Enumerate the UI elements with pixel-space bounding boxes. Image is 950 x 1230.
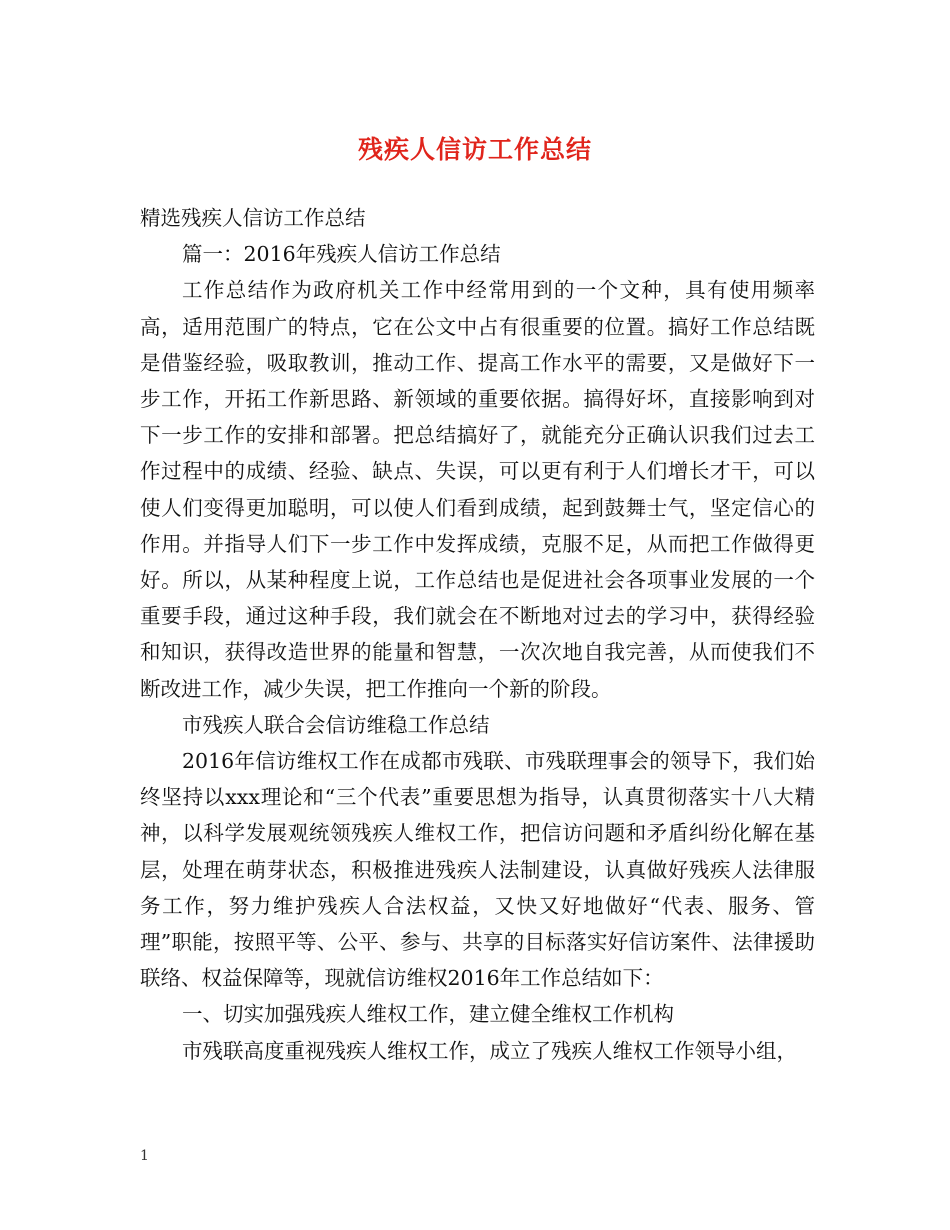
paragraph-subtitle: 精选残疾人信访工作总结 <box>140 206 366 230</box>
paragraph-section-heading: 一、切实加强残疾人维权工作，建立健全维权工作机构 <box>182 1002 674 1027</box>
paragraph-section-heading: 市残疾人联合会信访维稳工作总结 <box>182 712 490 737</box>
paragraph-body: 市残联高度重视残疾人维权工作，成立了残疾人维权工作领导小组， <box>182 1038 797 1063</box>
paragraph-body: 2016年信访维权工作在成都市残联、市残联理事会的领导下，我们始终坚持以xxx理论和“三个代表”重要思想为指导，认真贯彻落实十八大精神，以科学发展观统领残疾人维权工作，把信访问题和矛盾纠纷化解在基层，处理在萌芽状态，积极推进残疾人法制建设，认真做好残疾人法律服务工作，努力维护残疾人合法权益，又快又好地做好“代表、服务、管理”职能，按照平等、公平、参与、共享的目标落实好信访案件、法律援助联络、权益保障等，现就信访维权2016年工作总结如下： <box>140 749 815 991</box>
paragraph-body: 工作总结作为政府机关工作中经常用到的一个文种，具有使用频率高，适用范围广的特点，它在公文中占有很重要的位置。搞好工作总结既是借鉴经验，吸取教训，推动工作、提高工作水平的需要，又是做好下一步工作，开拓工作新思路、新领域的重要依据。搞得好坏，直接影响到对下一步工作的安排和部署。把总结搞好了，就能充分正确认识我们过去工作过程中的成绩、经验、缺点、失误，可以更有利于人们增长才干，可以使人们变得更加聪明，可以使人们看到成绩，起到鼓舞士气，坚定信心的作用。并指导人们下一步工作中发挥成绩，克服不足，从而把工作做得更好。所以，从某种程度上说，工作总结也是促进社会各项事业发展的一个重要手段，通过这种手段，我们就会在不断地对过去的学习中，获得经验和知识，获得改造世界的能量和智慧，一次次地自我完善，从而使我们不断改进工作，减少失误，把工作推向一个新的阶段。 <box>140 278 815 701</box>
document-title: 残疾人信访工作总结 <box>357 135 592 164</box>
paragraph-section-heading: 篇一：2016年残疾人信访工作总结 <box>182 242 501 267</box>
document-body <box>140 200 815 1069</box>
page-number: 1 <box>140 1148 149 1164</box>
